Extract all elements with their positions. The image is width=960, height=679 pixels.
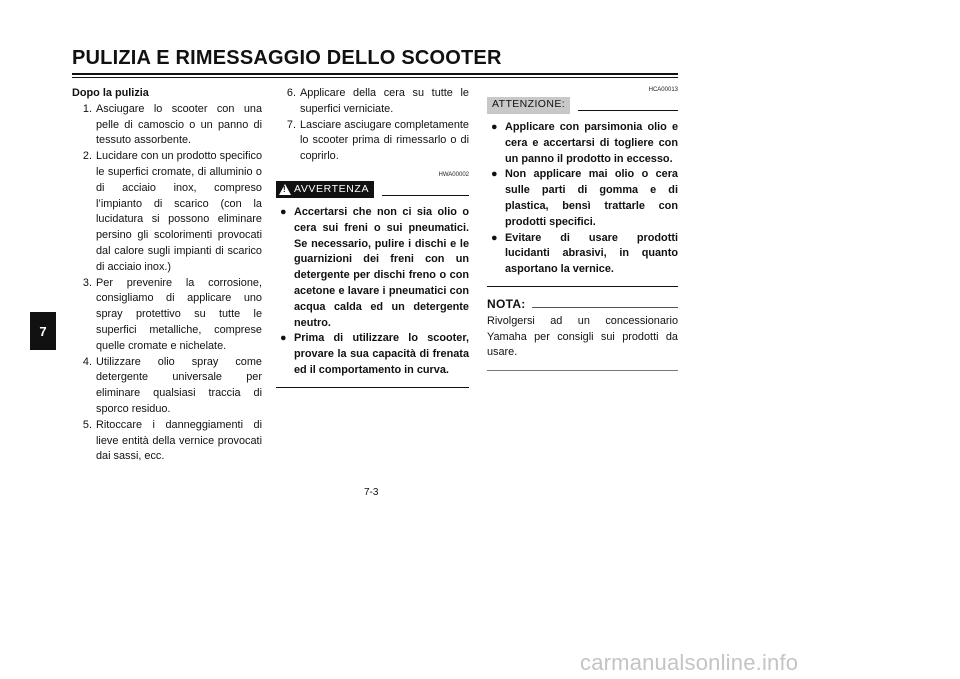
bullet-icon: ● xyxy=(280,332,287,345)
list-item xyxy=(72,102,262,149)
list-item xyxy=(276,118,469,165)
bullet-text: Evitare di usare prodotti lucidanti abrasivi, in quanto asportano la vernice. xyxy=(505,231,678,276)
item-text: Lasciare asciugare completamente lo scooter prima di rimessarlo o di coprirlo. xyxy=(300,118,469,163)
attention-header-line xyxy=(578,110,678,111)
list-item xyxy=(276,86,469,118)
item-number: 2. xyxy=(82,150,92,163)
item-text: Utilizzare olio spray come detergente universale per eliminare qualsiasi traccia di sporco residuo. xyxy=(96,355,262,415)
warning-end-rule xyxy=(276,387,469,388)
bullet-icon: ● xyxy=(280,205,287,218)
cleaning-steps-list xyxy=(72,102,262,465)
chapter-tab-number: 7 xyxy=(39,323,47,339)
item-text: Applicare della cera su tutte le superfici verniciate. xyxy=(300,87,469,115)
bullet-text: Applicare con parsimonia olio e cera e accertarsi di togliere con un panno il prodotto in eccesso. xyxy=(505,121,678,165)
cleaning-steps-list-continued xyxy=(276,86,469,165)
attention-header xyxy=(487,96,678,114)
bullet-icon: ● xyxy=(491,231,498,244)
item-text: Per prevenire la corrosione, consigliamo di applicare uno spray protettivo su tutte le superfici metalliche, comprese quelle cromate e nichelate. xyxy=(96,276,262,352)
item-number: 4. xyxy=(82,355,92,368)
attention-label: ATTENZIONE: xyxy=(492,98,566,111)
watermark: carmanualsonline.info xyxy=(580,650,799,675)
item-text: Ritoccare i danneggiamenti di lieve entità della vernice provocati dai sassi, ecc. xyxy=(96,418,262,463)
warning-triangle-icon xyxy=(279,184,291,195)
list-item xyxy=(276,331,469,378)
section-heading: Dopo la pulizia xyxy=(72,87,149,99)
page-title: PULIZIA E RIMESSAGGIO DELLO SCOOTER xyxy=(72,47,502,69)
note-header xyxy=(487,297,678,313)
item-text: Lucidare con un prodotto specifico le superfici cromate, di alluminio o di acciaio inox, compreso l’impianto di scarico (con la lucidatura si possono eliminare persino gli scolorimenti provocati dal calore sugli impianti di scarico di acciaio inox.) xyxy=(96,150,262,273)
item-number: 7. xyxy=(286,118,296,131)
bullet-icon: ● xyxy=(491,121,498,133)
list-item xyxy=(72,276,262,355)
list-item xyxy=(487,120,678,167)
note-header-line xyxy=(532,307,678,308)
list-item xyxy=(72,355,262,418)
attention-label-box xyxy=(487,97,570,114)
warning-header xyxy=(276,181,469,199)
header-rule-thick xyxy=(72,73,678,75)
chapter-tab xyxy=(30,312,56,350)
attention-end-rule xyxy=(487,286,678,287)
item-number: 1. xyxy=(82,102,92,115)
bullet-text: Prima di utilizzare lo scooter, provare la sua capacità di frenata ed il comportamento in curva. xyxy=(294,332,469,376)
list-item xyxy=(72,149,262,275)
attention-code: HCA00013 xyxy=(648,87,678,93)
list-item xyxy=(487,167,678,230)
bullet-text: Non applicare mai olio o cera sulle parti di gomma e di plastica, bensì trattarle con prodotti specifici. xyxy=(505,168,678,228)
note-end-rule xyxy=(487,370,678,371)
list-item xyxy=(487,231,678,278)
note-label: NOTA: xyxy=(487,296,526,311)
column-1 xyxy=(72,86,262,465)
warning-code: HWA00002 xyxy=(438,171,469,178)
item-number: 5. xyxy=(82,418,92,431)
item-number: 6. xyxy=(286,87,296,99)
column-3 xyxy=(487,86,678,371)
bullet-icon: ● xyxy=(491,168,498,181)
warning-bullets xyxy=(276,205,469,379)
column-2 xyxy=(276,86,469,388)
bullet-text: Accertarsi che non ci sia olio o cera sui freni o sui pneumatici. Se necessario, pulire i dischi e le guarnizioni dei freni con un detergente per dischi freno o con acetone e lavare i pneumatici con acqua calda ed un detergente neutro. xyxy=(294,205,469,329)
list-item xyxy=(276,205,469,331)
page-number: 7-3 xyxy=(364,487,379,498)
attention-bullets xyxy=(487,120,678,278)
warning-label: AVVERTENZA xyxy=(294,183,370,196)
header-rule-thin xyxy=(72,77,678,78)
item-number: 3. xyxy=(82,276,92,289)
item-text: Asciugare lo scooter con una pelle di camoscio o un panno di tessuto assorbente. xyxy=(96,102,262,147)
note-text: Rivolgersi ad un concessionario Yamaha per consigli sui prodotti da usare. xyxy=(487,314,678,359)
list-item xyxy=(72,418,262,465)
warning-header-line xyxy=(382,195,469,196)
warning-label-box xyxy=(276,181,374,198)
